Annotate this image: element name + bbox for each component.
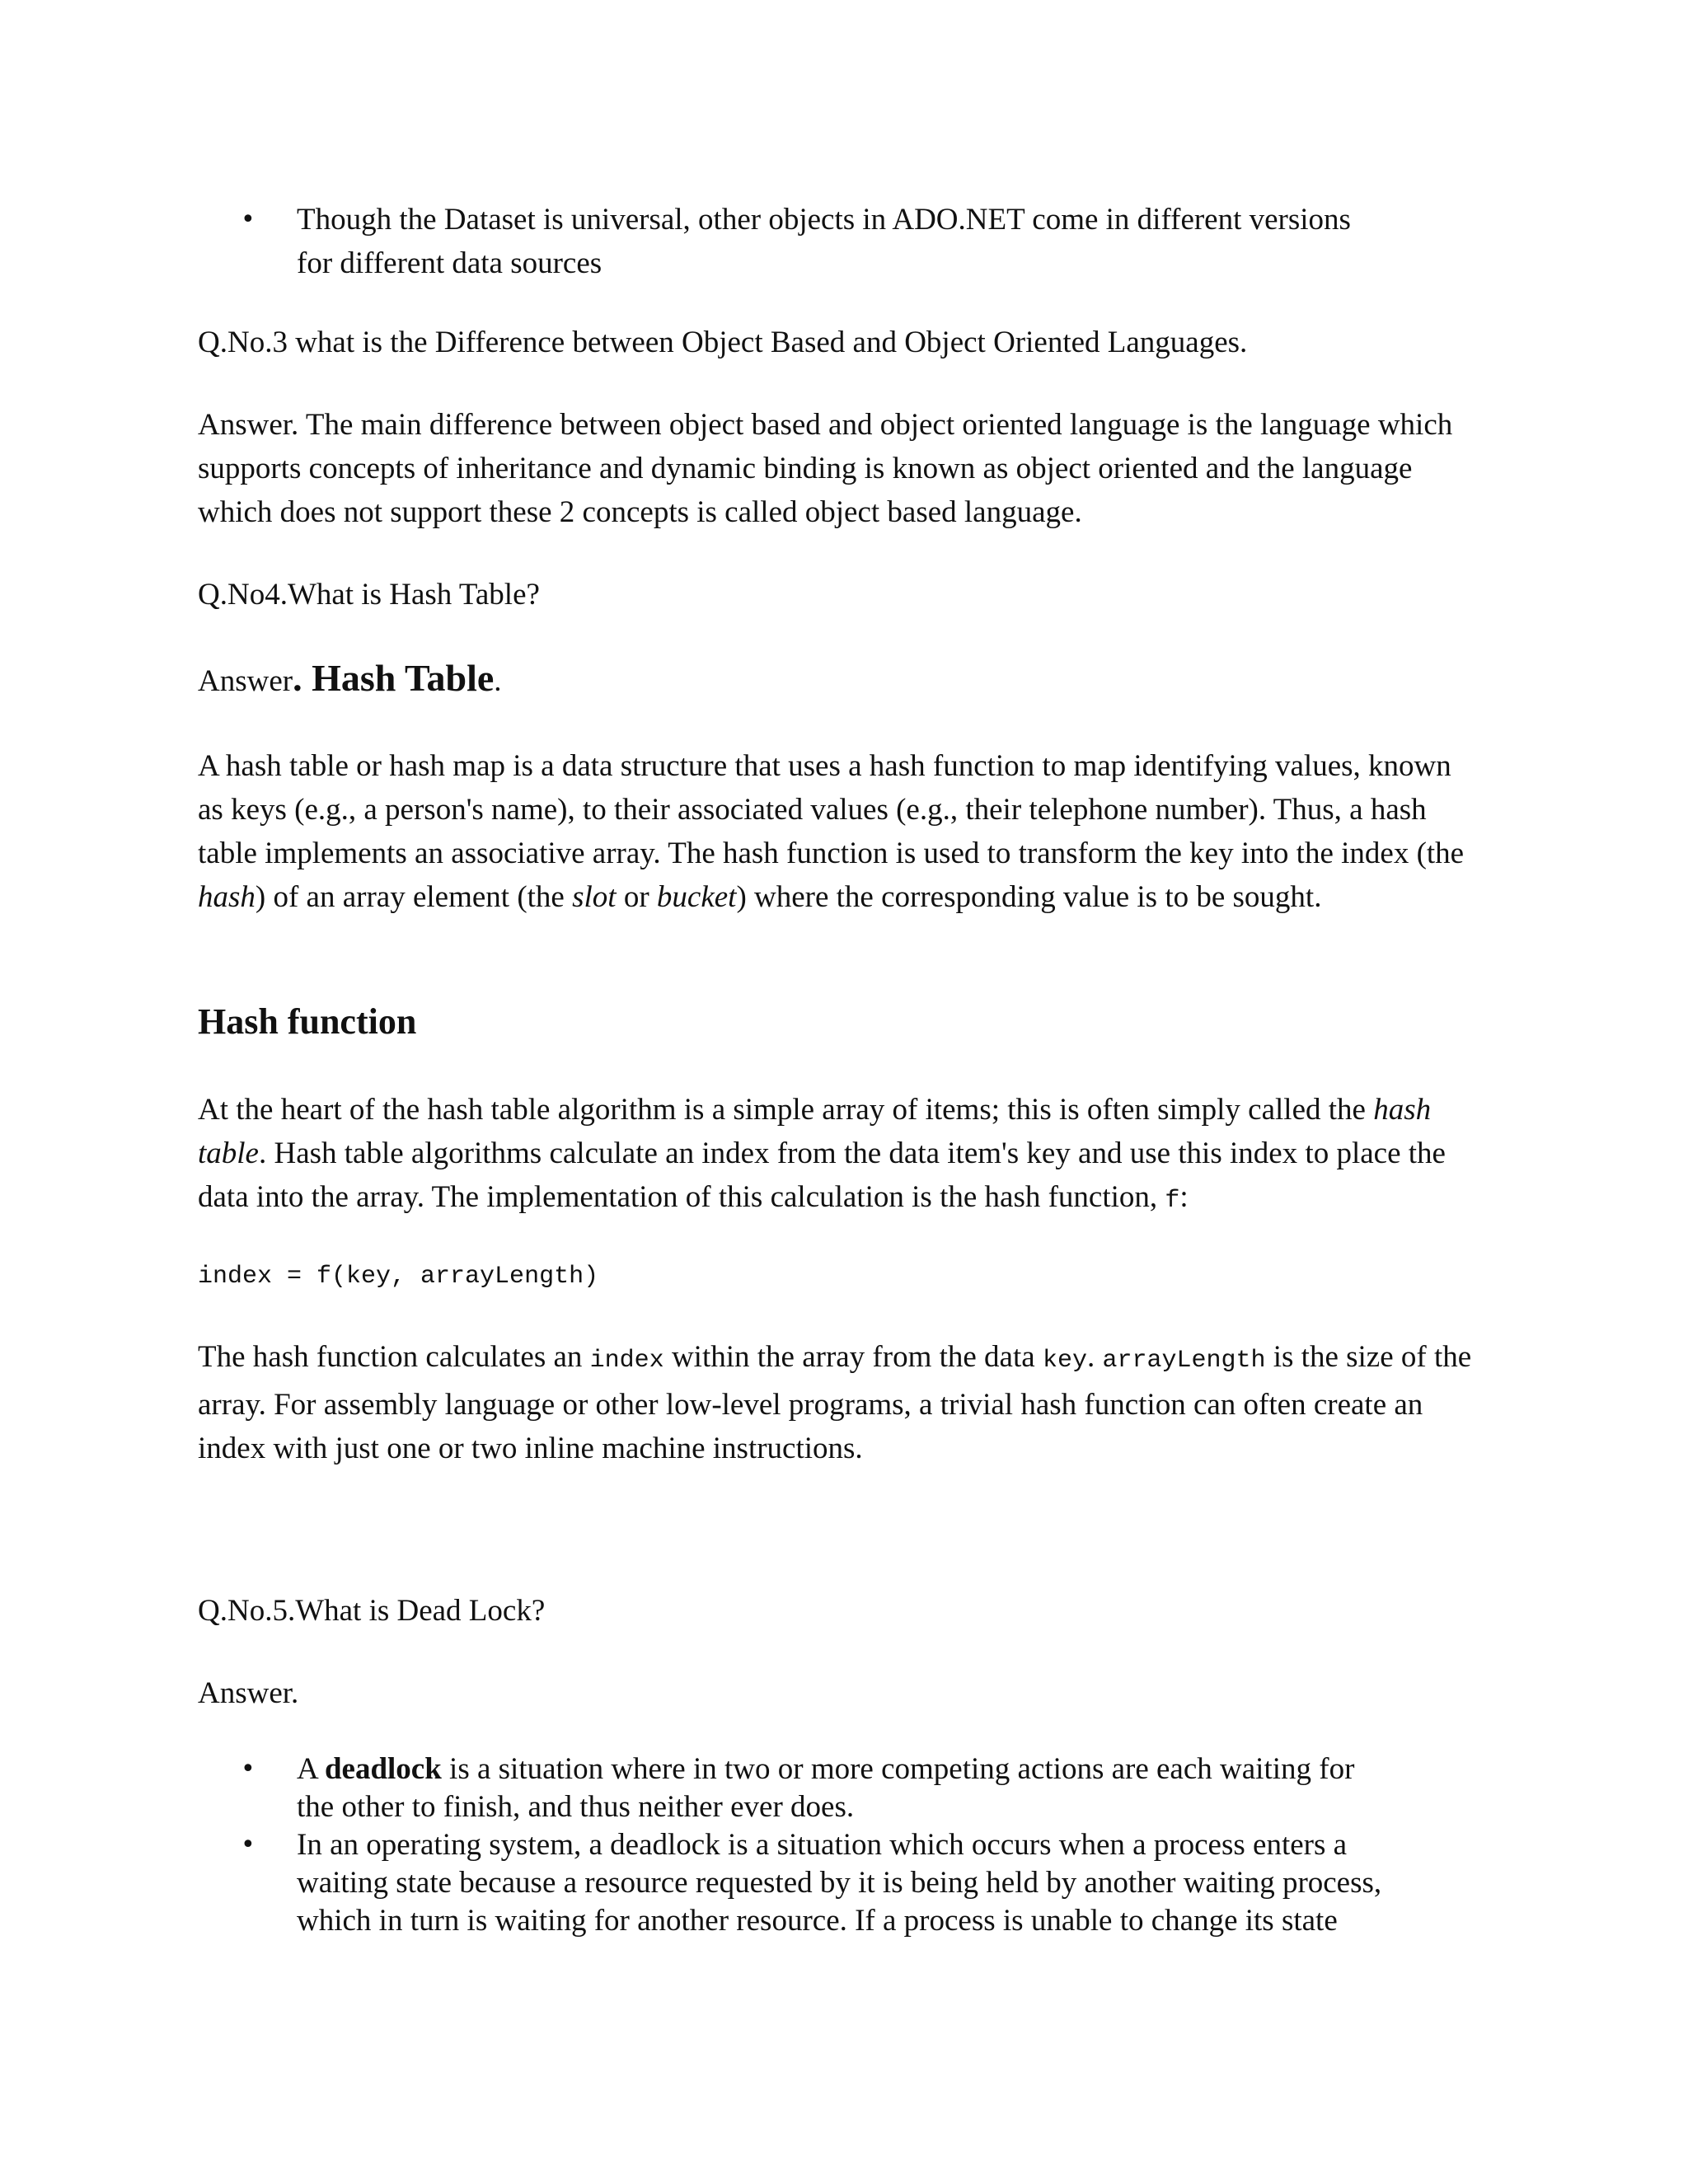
bullet-text-line: the other to finish, and thus neither ever does.: [297, 1790, 855, 1824]
inline-code: arrayLength: [1102, 1347, 1266, 1375]
paragraph-text: At the heart of the hash table algorithm is a simple array of items; this is often simply called the: [198, 1093, 1374, 1127]
paragraph-text: The hash function calculates an: [198, 1340, 590, 1374]
bullet-text-line: which in turn is waiting for another resource. If a process is unable to change its state: [297, 1904, 1338, 1938]
bullet-icon: •: [241, 1830, 256, 1859]
answer-label: Answer: [198, 664, 293, 698]
paragraph-text: is the size of the array. For assembly language or other low-level programs, a trivial hash function can often create an index with just one or two inline machine instructions.: [198, 1340, 1472, 1465]
list-item: [198, 198, 1500, 285]
paragraph-text: or: [616, 880, 657, 914]
paragraph-text: A hash table or hash map is a data structure that uses a hash function to map identifying values, known as keys (e.g., a person's name), to their associated values (e.g., their telephone number). Thus, a hash table implements an associative array. The hash function is used to transform the key into the index (the: [198, 749, 1465, 870]
hash-function-heading: Hash function: [198, 1001, 417, 1042]
bold-term: deadlock: [324, 1752, 442, 1786]
hash-table-paragraph: [198, 744, 1484, 919]
bullet-text-line: In an operating system, a deadlock is a situation which occurs when a process enters a: [297, 1828, 1348, 1862]
paragraph-text: :: [1179, 1180, 1189, 1214]
hash-function-explanation: [198, 1335, 1484, 1470]
bullet-text: is a situation where in two or more competing actions are each waiting for: [441, 1752, 1355, 1786]
answer-4-heading-line: [198, 656, 1484, 703]
bullet-icon: •: [241, 205, 256, 234]
code-line: index = f(key, arrayLength): [198, 1263, 599, 1291]
question-4: Q.No4.What is Hash Table?: [198, 578, 540, 612]
inline-code: f: [1165, 1187, 1180, 1215]
paragraph-text: .: [1086, 1340, 1103, 1374]
paragraph-text: ) where the corresponding value is to be sought.: [736, 880, 1322, 914]
bullet-list-top: [198, 198, 1500, 285]
answer-3: Answer. The main difference between object based and object oriented language is the language which supports concepts of inheritance and dynamic binding is known as object oriented and the language which does not support these 2 concepts is called object based language.: [198, 408, 1453, 529]
italic-term: bucket: [656, 880, 737, 914]
inline-code: index: [589, 1347, 664, 1375]
paragraph-text: within the array from the data: [663, 1340, 1043, 1374]
list-item: [198, 1750, 1500, 1826]
bullet-text-line: waiting state because a resource requested by it is being held by another waiting process,: [297, 1866, 1382, 1900]
deadlock-bullet-list: [198, 1750, 1500, 1940]
paragraph-text: . Hash table algorithms calculate an index from the data item's key and use this index to place the data into the array. The implementation of this calculation is the hash function,: [198, 1137, 1446, 1214]
bullet-text-line: for different data sources: [297, 246, 603, 280]
answer-5-label: Answer.: [198, 1676, 299, 1710]
bullet-text: A: [297, 1752, 325, 1786]
italic-term: hash table: [198, 1093, 1432, 1170]
question-3: Q.No.3 what is the Difference between Object Based and Object Oriented Languages.: [198, 326, 1248, 359]
bullet-icon: •: [241, 1755, 256, 1783]
inline-code: key: [1042, 1347, 1087, 1375]
bullet-text-line: Though the Dataset is universal, other objects in ADO.NET come in different versions: [297, 203, 1351, 237]
italic-term: slot: [572, 880, 617, 914]
paragraph-text: ) of an array element (the: [255, 880, 573, 914]
hash-table-heading: . Hash Table: [293, 657, 495, 699]
italic-term: hash: [198, 880, 256, 914]
question-5: Q.No.5.What is Dead Lock?: [198, 1594, 546, 1628]
heading-period: .: [494, 664, 502, 698]
list-item: [198, 1826, 1500, 1940]
hash-function-paragraph: [198, 1088, 1484, 1223]
